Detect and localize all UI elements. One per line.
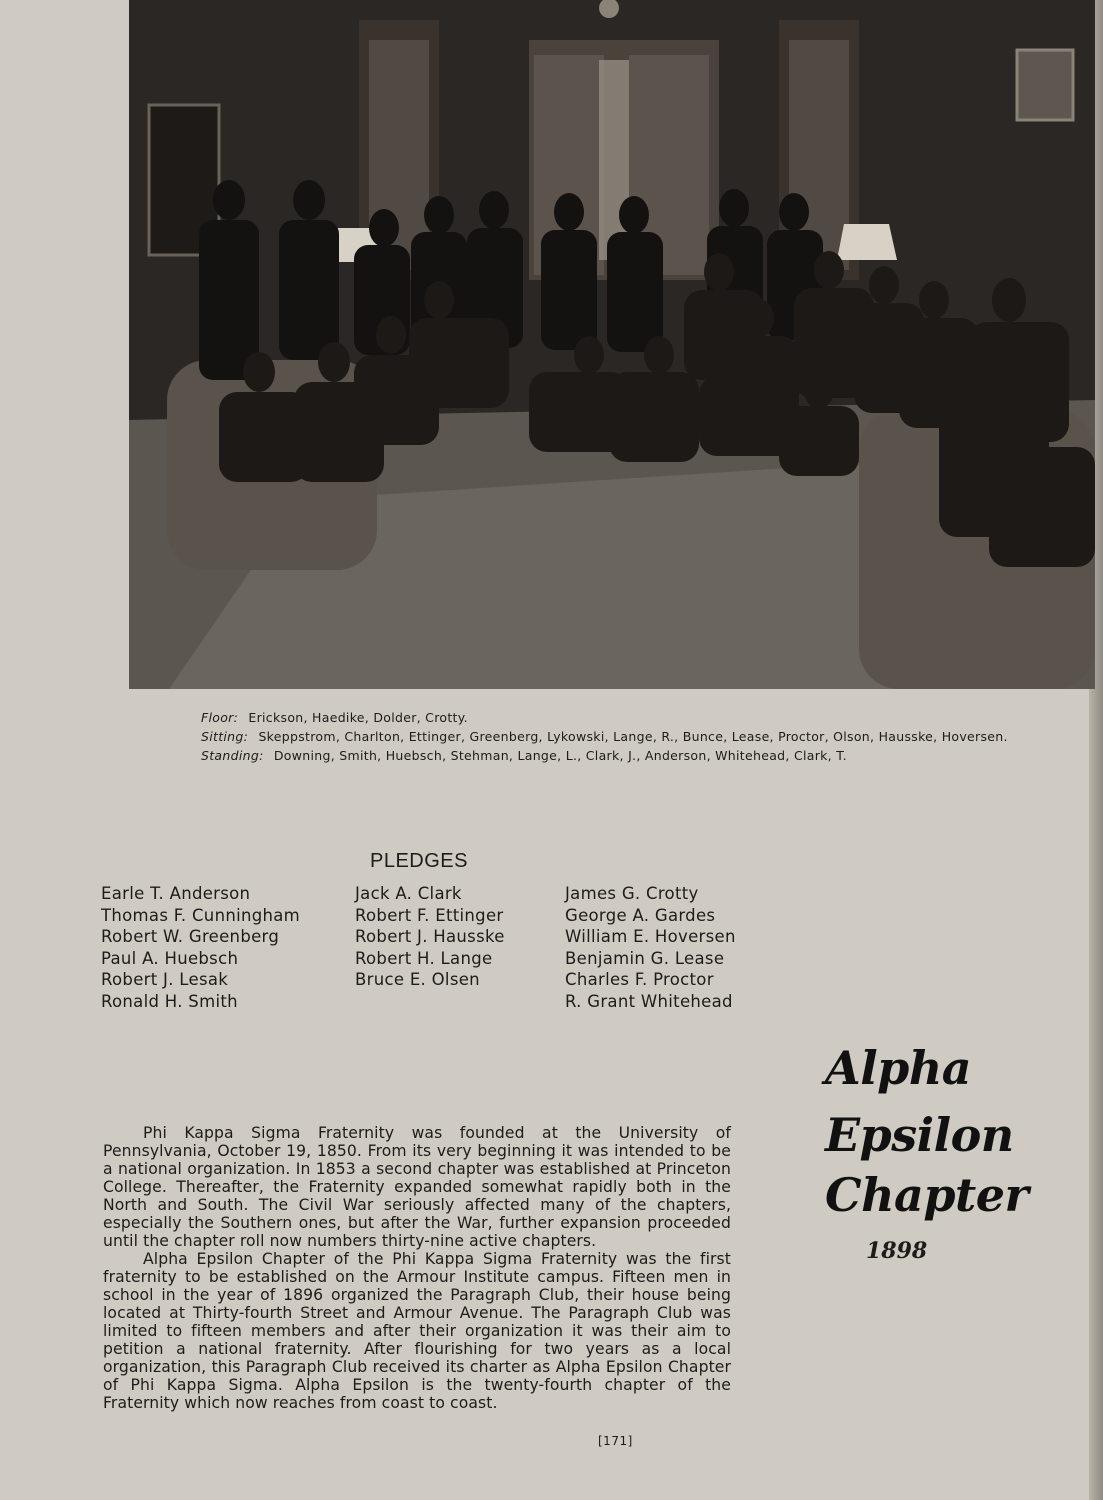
caption-floor-names: Erickson, Haedike, Dolder, Crotty. <box>248 710 468 725</box>
history-paragraph-1: Phi Kappa Sigma Fraternity was founded at the University of Pennsylvania, October 19, 1850. From its very beginning it was intended to be a national organization. In 1853 a second chapter was established at Princeton College. Thereafter, the Fraternity expanded somewhat rapidly both in the North and South. The Civil War seriously affected many of the chapters, especially the Southern ones, but after the War, further expansion proceeded until the chapter roll now numbers thirty-nine active chapters. <box>103 1124 731 1250</box>
pledge-name: Benjamin G. Lease <box>565 948 725 968</box>
group-photo-illustration <box>129 0 1095 689</box>
pledge-name: Robert J. Hausske <box>355 927 505 946</box>
chapter-title-line-1: Alpha <box>825 1041 972 1095</box>
caption-sitting-names: Skeppstrom, Charlton, Ettinger, Greenberg, Lykowski, Lange, R., Bunce, Lease, Proctor, Olson, Hausske, Hoversen. <box>258 729 1008 744</box>
caption-sitting-row <box>201 727 1081 746</box>
chapter-history <box>103 1124 731 1412</box>
pledge-name: George A. Gardes <box>565 905 716 925</box>
pledge-name: Robert F. Ettinger <box>355 905 504 925</box>
history-paragraph-2: Alpha Epsilon Chapter of the Phi Kappa Sigma Fraternity was the first fraternity to be established on the Armour Institute campus. Fifteen men in school in the year of 1896 organized the Paragraph Club, their house being located at Thirty-fourth Street and Armour Avenue. The Paragraph Club was limited to fifteen members and after their organization it was their aim to petition a national fraternity. After flourishing for two years as a local organization, this Paragraph Club received its charter as Alpha Epsilon Chapter of Phi Kappa Sigma. Alpha Epsilon is the twenty-fourth chapter of the Fraternity which now reaches from coast to coast. <box>103 1250 731 1412</box>
pledge-name: Ronald H. Smith <box>101 991 238 1011</box>
pledge-name: Bruce E. Olsen <box>355 970 480 989</box>
caption-standing-row <box>201 746 1081 765</box>
pledge-name: Robert W. Greenberg <box>101 927 280 946</box>
pledge-name: Thomas F. Cunningham <box>101 905 301 925</box>
chapter-founding-year: 1898 <box>866 1238 928 1264</box>
pledges-column-3 <box>565 883 736 1012</box>
group-photo <box>129 0 1095 689</box>
pledge-name: James G. Crotty <box>565 884 699 903</box>
pledge-name: Robert J. Lesak <box>101 970 229 989</box>
pledges-column-2 <box>355 883 505 991</box>
pledge-name: William E. Hoversen <box>565 927 736 946</box>
chapter-title-line-3: Chapter <box>825 1168 1029 1222</box>
pledges-heading: PLEDGES <box>370 850 468 872</box>
pledge-name: Paul A. Huebsch <box>101 948 239 968</box>
photo-caption <box>201 708 1081 765</box>
caption-floor-row <box>201 708 1081 727</box>
pledge-name: Earle T. Anderson <box>101 884 251 903</box>
pledge-name: Charles F. Proctor <box>565 970 714 989</box>
chapter-title-line-2: Epsilon <box>825 1108 1014 1162</box>
caption-standing-label: Standing: <box>201 748 264 763</box>
caption-sitting-label: Sitting: <box>201 729 249 744</box>
pledge-name: Jack A. Clark <box>355 884 462 903</box>
pledges-column-1 <box>101 883 300 1012</box>
pledge-name: Robert H. Lange <box>355 948 493 968</box>
page-number: [171] <box>598 1434 633 1448</box>
caption-standing-names: Downing, Smith, Huebsch, Stehman, Lange, L., Clark, J., Anderson, Whitehead, Clark, T. <box>273 748 847 763</box>
pledge-name: R. Grant Whitehead <box>565 991 733 1011</box>
caption-floor-label: Floor: <box>201 710 239 725</box>
